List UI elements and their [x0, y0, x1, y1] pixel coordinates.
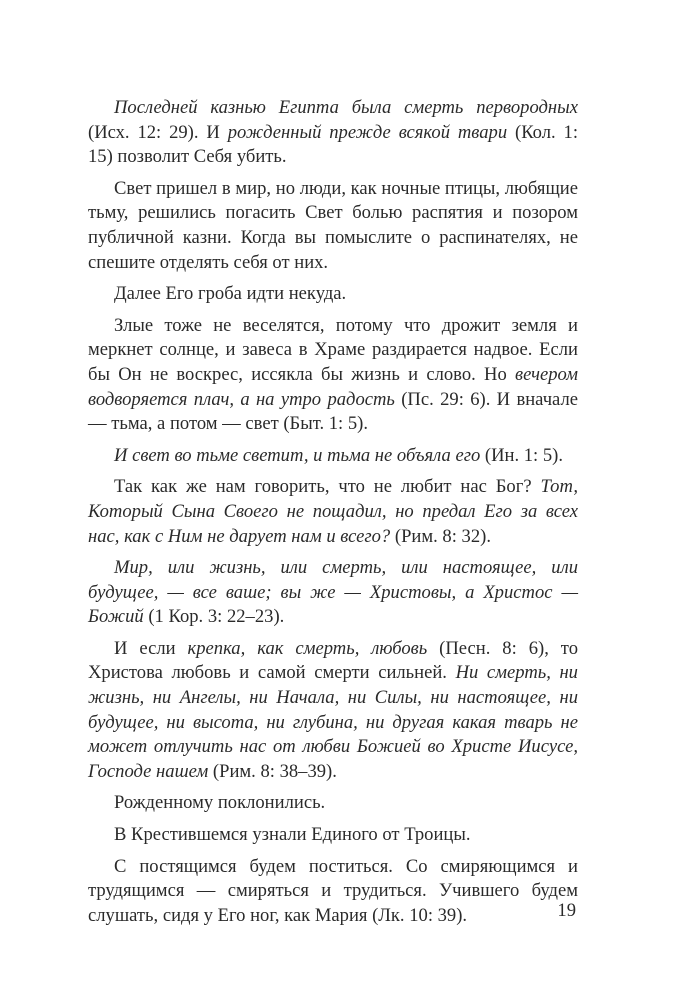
paragraph: [88, 282, 578, 307]
text-run: Далее Его гроба идти некуда.: [114, 283, 347, 305]
italic-quote-run: крепка, как смерть, любовь: [187, 637, 428, 659]
text-run: (Кол. 1: 15) позволит Себя убить.: [88, 121, 579, 168]
body-text: [88, 96, 578, 935]
text-run: (Пс. 29: 6). И вначале — тьма, а потом — свет (Быт. 1: 5).: [88, 388, 578, 435]
text-run: (1 Кор. 3: 22–23).: [143, 606, 285, 628]
text-run: Свет пришел в мир, но люди, как ночные птицы, любящие тьму, решились погасить Свет болью распятия и позором публичной казни. Когда вы помыслите о распинателях, не спешите отделять себя от них.: [88, 177, 578, 273]
text-run: Так как же нам говорить, что не любит нас Бог?: [114, 476, 541, 498]
paragraph: [88, 96, 578, 170]
paragraph: [88, 444, 578, 469]
text-run: (Исх. 12: 29). И: [88, 121, 228, 143]
paragraph: [88, 475, 578, 549]
text-run: (Песн. 8: 6), то Христова любовь и самой смерти сильней.: [88, 637, 578, 684]
italic-quote-run: рожденный прежде всякой твари: [227, 121, 508, 143]
paragraph: [88, 823, 578, 848]
paragraph: [88, 637, 578, 785]
page-number: 19: [557, 900, 576, 921]
paragraph: [88, 855, 578, 929]
text-run: С постящимся будем поститься. Со смиряющимся и трудящимся — смиряться и трудиться. Учившего будем слушать, сидя у Его ног, как Мария (Лк. 10: 39).: [88, 855, 578, 926]
italic-quote-run: Тот, Который Сына Своего не пощадил, но предал Его за всех нас, как с Ним не дарует нам и всего?: [88, 476, 578, 547]
text-run: В Крестившемся узнали Единого от Троицы.: [114, 824, 471, 846]
italic-quote-run: вечером водворяется плач, а на утро радость: [88, 363, 578, 410]
italic-quote-run: Ни смерть, ни жизнь, ни Ангелы, ни Начала, ни Силы, ни настоящее, ни будущее, ни высота, ни глубина, ни другая какая тварь не может отлучить нас от любви Божией во Христе Иисусе, Господе нашем: [88, 662, 578, 782]
text-run: Злые тоже не веселятся, потому что дрожит земля и меркнет солнце, и завеса в Храме раздирается надвое. Если бы Он не воскрес, иссякла бы жизнь и слово. Но: [88, 314, 578, 385]
italic-quote-run: Мир, или жизнь, или смерть, или настоящее, или будущее, — все ваше; вы же — Христовы, а Христос — Божий: [88, 557, 578, 628]
italic-quote-run: И свет во тьме светит, и тьма не объяла его: [114, 444, 481, 466]
text-run: (Рим. 8: 32).: [390, 525, 491, 547]
paragraph: [88, 556, 578, 630]
paragraph: [88, 177, 578, 275]
text-run: (Рим. 8: 38–39).: [208, 760, 337, 782]
text-run: (Ин. 1: 5).: [480, 444, 564, 466]
italic-quote-run: Последней казнью Египта была смерть первородных: [114, 97, 578, 118]
paragraph: [88, 791, 578, 816]
text-run: Рожденному поклонились.: [114, 792, 326, 814]
paragraph: [88, 314, 578, 437]
text-run: И если: [114, 637, 188, 659]
